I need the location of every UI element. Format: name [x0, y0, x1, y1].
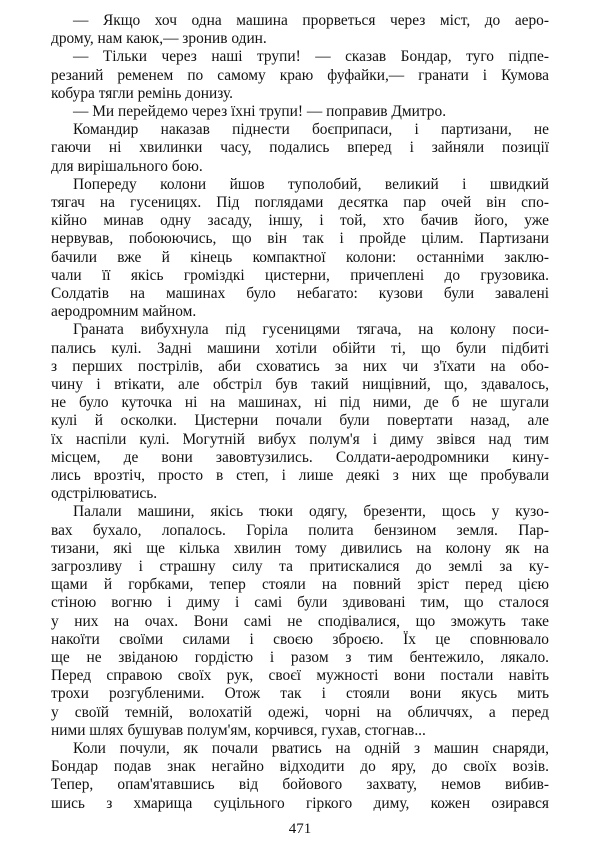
text-line: вах бухало, лопалось. Горіла полита бензином земля. Пар- [51, 521, 549, 539]
text-line: — Тільки через наші трупи! — сказав Бондар, туго підпе- [73, 48, 549, 66]
text-line: ними шлях бушував полум'ям, корчився, гухав, стогнав... [51, 721, 426, 739]
text-line: їх наспіли кулі. Могутній вибух полум'я і диму звівся над тим [51, 430, 549, 448]
text-line: місцем, де вони завовтузились. Солдати-аеродромники кину- [51, 448, 549, 466]
text-line: накоїти своїми силами і своєю зброєю. Їх це сповнювало [51, 630, 549, 648]
text-line: дрому, нам каюк,— зронив один. [51, 30, 267, 48]
text-line: у них на очах. Вони самі не сподівалися, що зможуть таке [51, 612, 549, 630]
text-line: для вирішального бою. [51, 157, 203, 175]
text-line: не було куточка ні на машинах, ні під ними, де б не шугали [51, 394, 549, 412]
text-line: одстрілюватись. [51, 485, 158, 503]
text-line: Бондар подав знак негайно відходити до яру, до своїх возів. [51, 758, 549, 776]
text-line: кулі й осколки. Цистерни почали були повертати назад, але [51, 412, 549, 430]
text-line: Командир наказав піднести боєприпаси, і партизани, не [73, 121, 549, 139]
text-line: — Якщо хоч одна машина прорветься через міст, до аеро- [73, 12, 549, 29]
text-line: тизани, які ще кілька хвилин тому дивились на колону як на [51, 539, 549, 557]
text-line: Попереду колони йшов туполобий, великий і швидкий [73, 175, 549, 193]
text-line: з перших пострілів, аби сховатись за них чи з'їхати на обо- [51, 357, 549, 375]
text-line: пались кулі. Задні машини хотіли обійти ті, що були підбиті [51, 339, 549, 357]
text-line: загрозливу і страшну силу та притискалися до землі за ку- [51, 558, 549, 575]
text-line: шись з хмарища суцільного гіркого диму, кожен озирався [51, 794, 549, 812]
text-line: тягач на гусеницях. Під поглядами десятка пар очей він спо- [51, 194, 549, 211]
text-line: ще не звіданою гордістю і разом з тим бентежило, лякало. [51, 649, 549, 666]
text-line: Коли почули, як почали рватись на одній з машин снаряди, [73, 740, 549, 757]
text-line: Солдатів на машинах було небагато: кузови були завалені [51, 285, 549, 302]
text-line: щами й горбками, тепер стояли на повний зріст перед цією [51, 576, 549, 594]
text-line: бачили вже й кінець компактної колони: останніми заклю- [51, 248, 549, 266]
text-line: аеродромним майном. [51, 303, 197, 321]
page-number: 471 [288, 820, 312, 837]
text-line: у своїй темній, волохатій одежі, чорні на обличчях, а перед [51, 703, 549, 721]
text-line: Тепер, опам'ятавшись від бойового захвату, немов вибив- [51, 776, 549, 794]
text-line: лись врозтіч, просто в степ, і лише деякі з них ще пробували [51, 467, 549, 484]
text-line: стіною вогню і диму і самі були здивовані тим, що сталося [51, 594, 549, 612]
text-line: резаний ременем по самому краю фуфайки,— гранати і Кумова [51, 66, 549, 84]
text-line: гаючи ні хвилинки часу, подались вперед і зайняли позиції [51, 139, 549, 157]
text-line: Перед справою своїх рук, своєї мужності вони постали навіть [51, 667, 549, 685]
text-line: кійно минав одну засаду, іншу, і той, хто бачив його, уже [51, 212, 549, 230]
text-line: чину і втікати, але обстріл був такий нищівний, що, здавалось, [51, 376, 549, 393]
text-line: — Ми перейдемо через їхні трупи! — поправив Дмитро. [73, 103, 447, 120]
text-line: трохи розгубленими. Отож так і стояли вони якусь мить [51, 685, 549, 703]
text-line: кобура тягли ремінь донизу. [51, 84, 234, 102]
text-line: нервував, побоюючись, що він так і пройде цілим. Партизани [51, 230, 549, 248]
text-line: Граната вибухнула під гусеницями тягача, на колону поси- [73, 321, 549, 339]
text-line: чали її якісь громіздкі цистерни, причеплені до грузовика. [51, 266, 549, 284]
text-line: Палали машини, якісь тюки одягу, брезенти, щось у кузо- [73, 503, 549, 521]
